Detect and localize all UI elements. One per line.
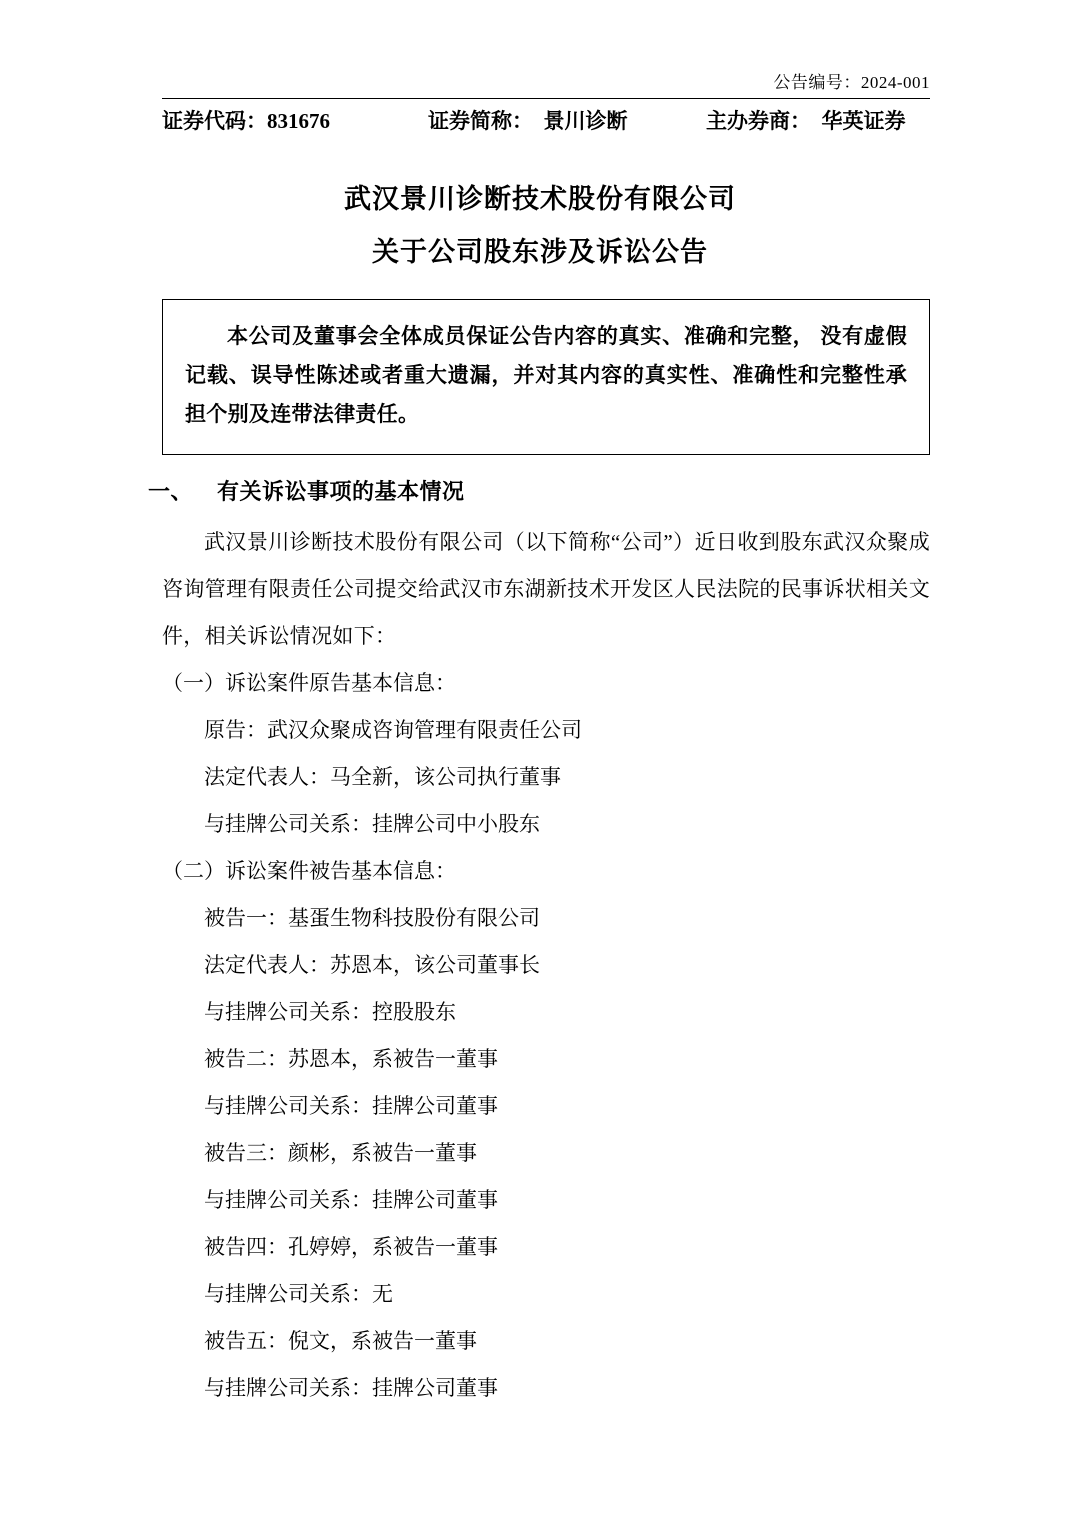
securities-header-row — [162, 105, 930, 135]
broker-label: 主办券商： — [706, 109, 811, 133]
intro-paragraph: 武汉景川诊断技术股份有限公司（以下简称“公司”）近日收到股东武汉众聚成咨询管理有限责任公司提交给武汉市东湖新技术开发区人民法院的民事诉状相关文件，相关诉讼情况如下： — [162, 530, 930, 648]
defendant-line-5: 被告三：颜彬，系被告一董事 — [204, 1141, 477, 1165]
plaintiff-line-2: 与挂牌公司关系：挂牌公司中小股东 — [204, 812, 540, 836]
disclaimer-text: 本公司及董事会全体成员保证公告内容的真实、准确和完整， 没有虚假记载、误导性陈述或者重大遗漏，并对其内容的真实性、准确性和完整性承担个别及连带法律责任。 — [185, 324, 907, 426]
disclaimer-box — [162, 299, 930, 455]
securities-code-label: 证券代码： — [162, 109, 267, 133]
defendant-line-6: 与挂牌公司关系：挂牌公司董事 — [204, 1188, 498, 1212]
document-body — [162, 519, 930, 1412]
subsection-2-title: （二）诉讼案件被告基本信息： — [162, 859, 456, 883]
document-title-line1: 武汉景川诊断技术股份有限公司 — [344, 184, 736, 214]
broker-value: 华英证券 — [821, 109, 906, 133]
defendant-line-4: 与挂牌公司关系：挂牌公司董事 — [204, 1094, 498, 1118]
securities-code-value: 831676 — [267, 109, 330, 133]
defendant-line-2: 与挂牌公司关系：控股股东 — [204, 1000, 456, 1024]
securities-code-cell — [162, 105, 428, 135]
defendant-line-7: 被告四：孔婷婷，系被告一董事 — [204, 1235, 498, 1259]
broker-cell — [706, 105, 930, 135]
plaintiff-line-1: 法定代表人：马全新，该公司执行董事 — [204, 765, 561, 789]
section-heading — [148, 475, 465, 506]
document-title-line2: 关于公司股东涉及诉讼公告 — [372, 237, 708, 267]
defendant-line-8: 与挂牌公司关系：无 — [204, 1282, 393, 1306]
announcement-number: 公告编号：2024-001 — [773, 73, 930, 92]
defendant-line-9: 被告五：倪文，系被告一董事 — [204, 1329, 477, 1353]
header-divider — [162, 98, 930, 99]
subsection-1-title: （一）诉讼案件原告基本信息： — [162, 671, 456, 695]
defendant-line-3: 被告二：苏恩本，系被告一董事 — [204, 1047, 498, 1071]
defendant-line-10: 与挂牌公司关系：挂牌公司董事 — [204, 1376, 498, 1400]
plaintiff-line-0: 原告：武汉众聚成咨询管理有限责任公司 — [204, 718, 582, 742]
defendant-line-1: 法定代表人：苏恩本，该公司董事长 — [204, 953, 540, 977]
section-number: 一、 — [148, 479, 194, 504]
section-title: 有关诉讼事项的基本情况 — [217, 479, 465, 504]
defendant-line-0: 被告一：基蛋生物科技股份有限公司 — [204, 906, 540, 930]
securities-abbr-cell — [428, 105, 706, 135]
securities-abbr-label: 证券简称： — [428, 109, 533, 133]
securities-abbr-value: 景川诊断 — [543, 109, 628, 133]
